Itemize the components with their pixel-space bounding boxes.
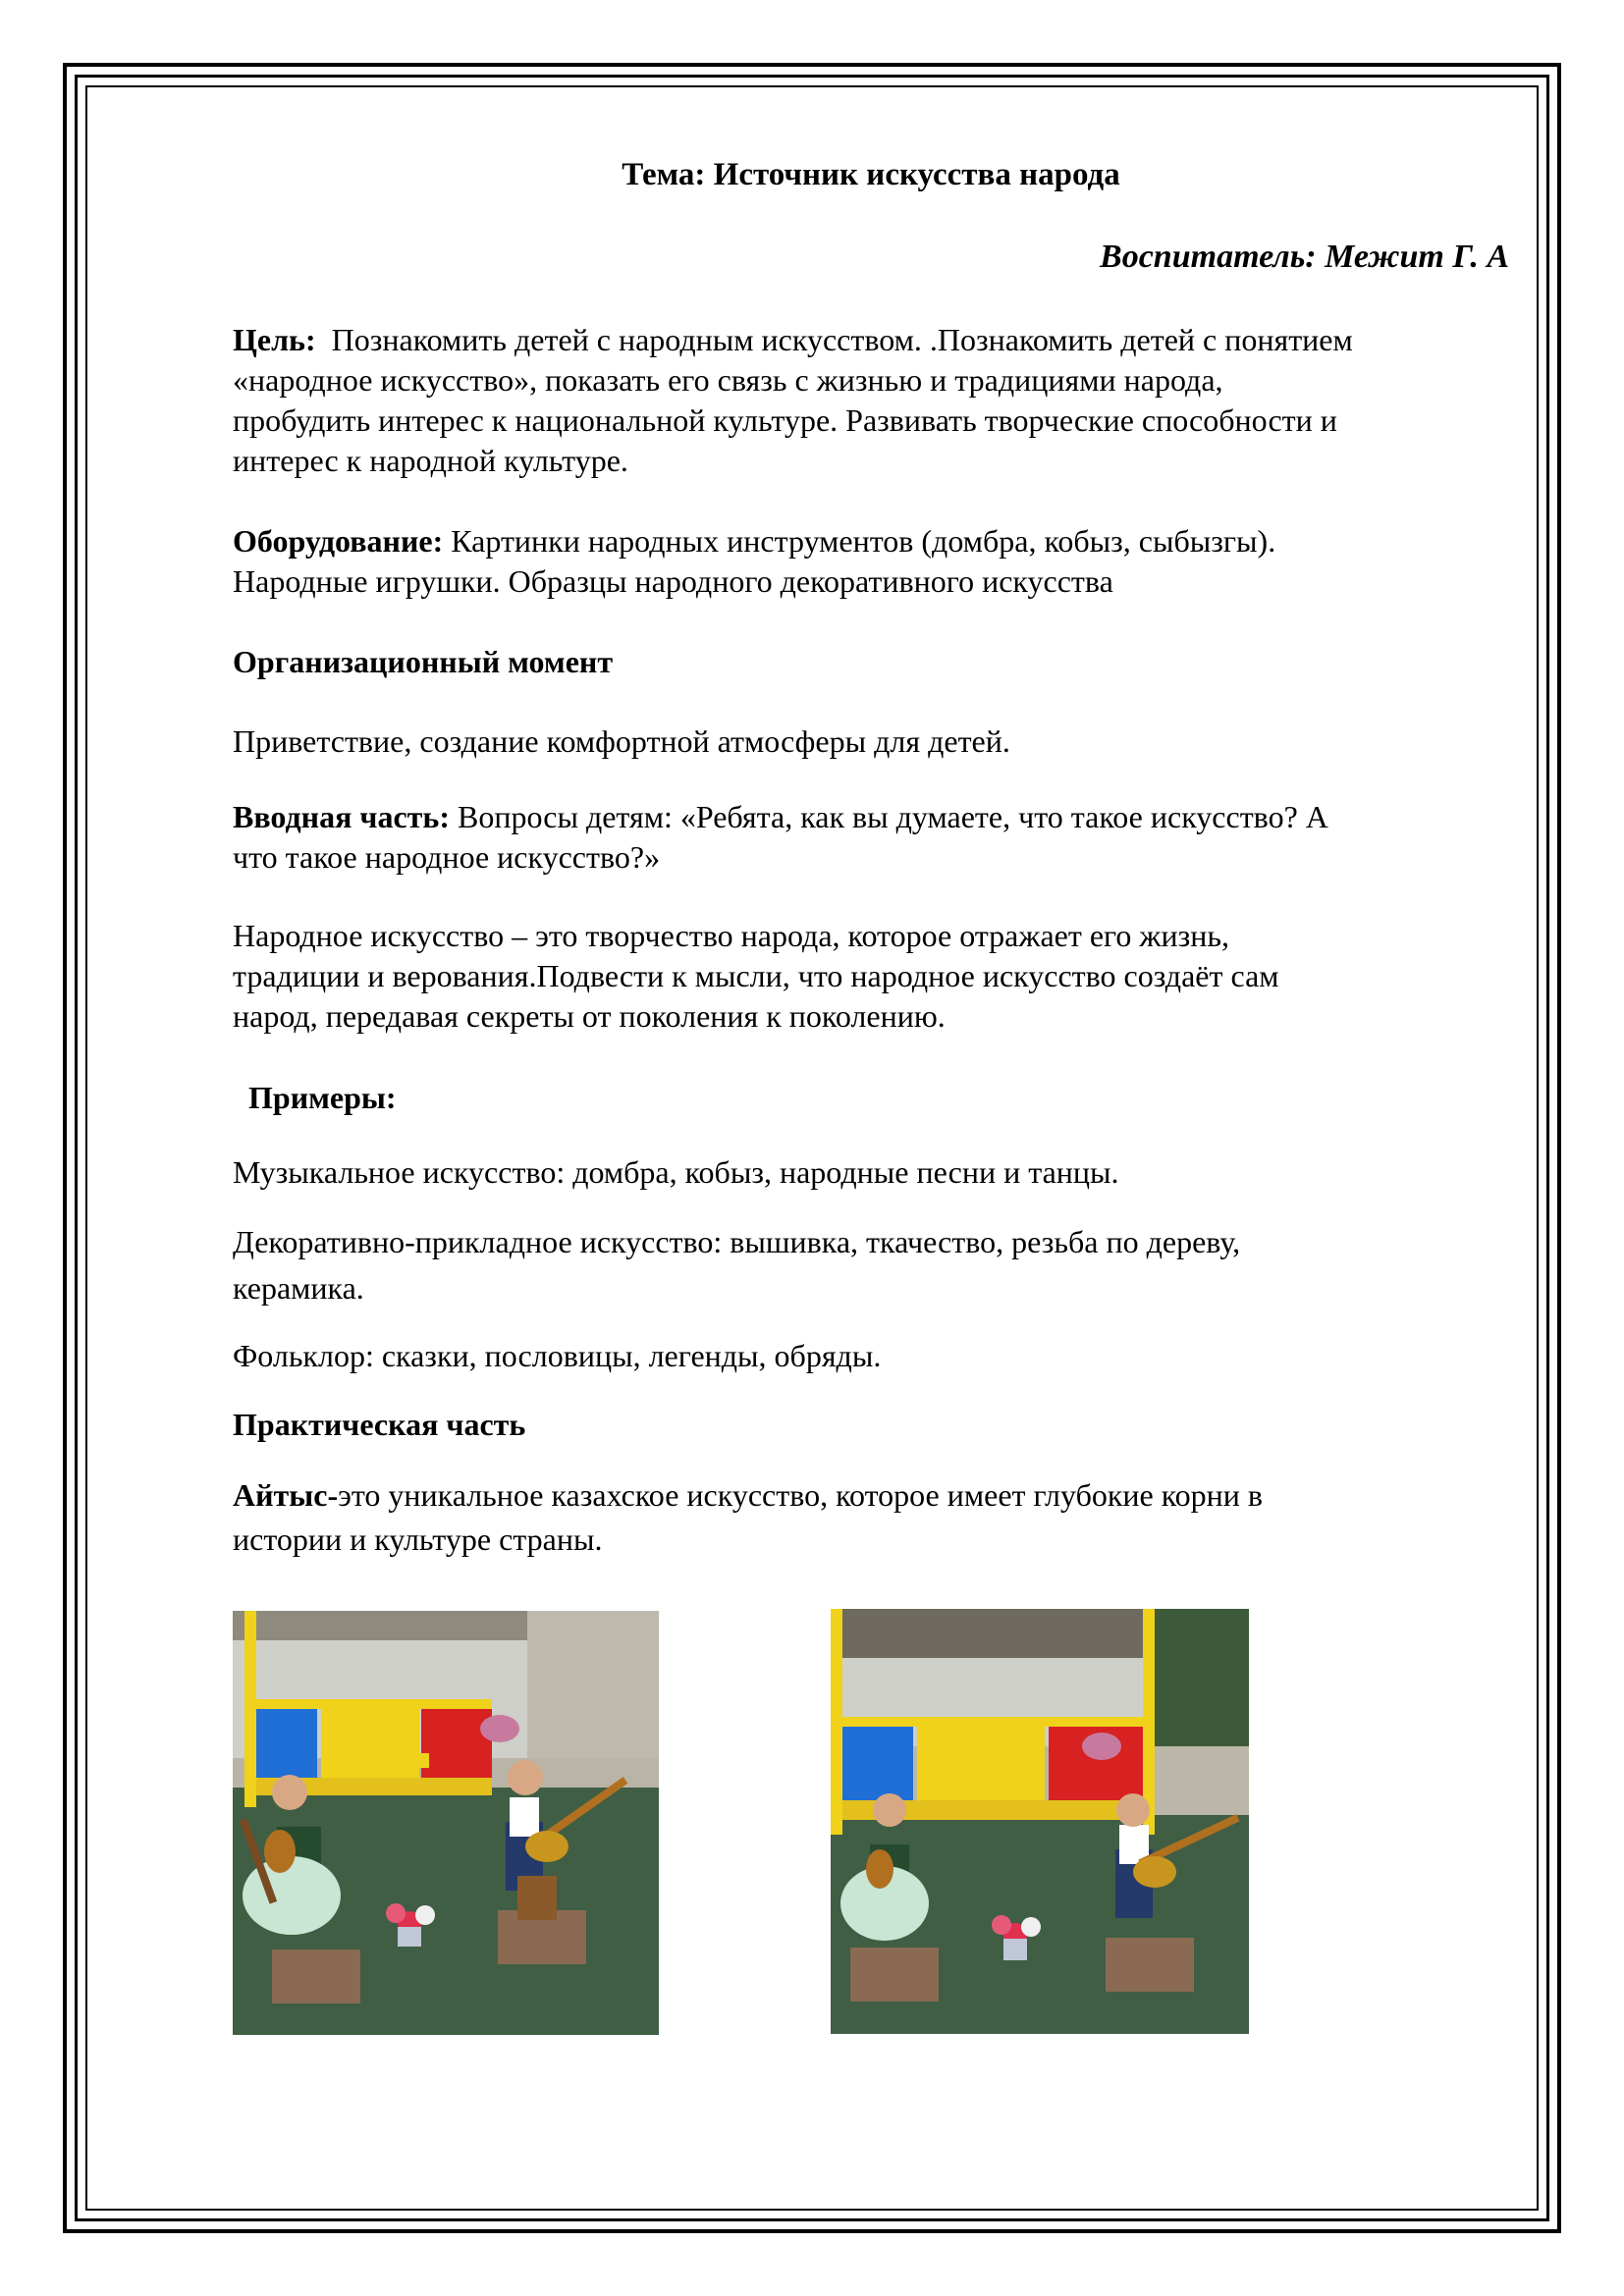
- intro-line-1: Вводная часть: Вопросы детям: «Ребята, как вы думаете, что такое искусство? А: [233, 799, 1328, 834]
- photo-aitys-2: [831, 1609, 1249, 2034]
- practical-line-2: истории и культуре страны.: [233, 1522, 603, 1557]
- goal-line-4: интерес к народной культуре.: [233, 443, 628, 478]
- goal-line-2: «народное искусство», показать его связь с жизнью и традициями народа,: [233, 362, 1223, 398]
- goal-label: Цель:: [233, 322, 316, 357]
- practical-line-1: Айтыс-это уникальное казахское искусство, которое имеет глубокие корни в: [233, 1477, 1263, 1513]
- intro-label: Вводная часть:: [233, 799, 450, 834]
- photo-aitys-1: [233, 1611, 659, 2035]
- examples-heading: Примеры:: [248, 1080, 397, 1115]
- folk-art-line-2: традиции и верования.Подвести к мысли, что народное искусство создаёт сам: [233, 958, 1279, 993]
- practical-heading: Практическая часть: [233, 1407, 526, 1442]
- examples-decorative-line-2: керамика.: [233, 1270, 364, 1306]
- goal-line-3: пробудить интерес к национальной культуре. Развивать творческие способности и: [233, 402, 1337, 438]
- examples-decorative-line-1: Декоративно-прикладное искусство: вышивка, ткачество, резьба по дереву,: [233, 1224, 1241, 1259]
- page-title: Тема: Источник искусства народа: [622, 157, 1120, 192]
- equipment-line-1: Оборудование: Картинки народных инструментов (домбра, кобыз, сыбызгы).: [233, 523, 1276, 559]
- examples-music: Музыкальное искусство: домбра, кобыз, народные песни и танцы.: [233, 1154, 1119, 1190]
- org-moment-heading: Организационный момент: [233, 644, 614, 679]
- teacher-name: Воспитатель: Межит Г. А: [1100, 239, 1509, 275]
- equipment-label: Оборудование:: [233, 523, 444, 559]
- org-moment-text: Приветствие, создание комфортной атмосферы для детей.: [233, 723, 1010, 759]
- intro-line-2: что такое народное искусство?»: [233, 839, 661, 875]
- goal-line-1: Цель: Познакомить детей с народным искусством. .Познакомить детей с понятием: [233, 322, 1353, 357]
- examples-folklore: Фольклор: сказки, пословицы, легенды, обряды.: [233, 1338, 882, 1373]
- equipment-line-2: Народные игрушки. Образцы народного декоративного искусства: [233, 563, 1113, 599]
- folk-art-line-3: народ, передавая секреты от поколения к поколению.: [233, 998, 946, 1034]
- folk-art-line-1: Народное искусство – это творчество народа, которое отражает его жизнь,: [233, 918, 1229, 953]
- aitys-label: Айтыс-: [233, 1477, 339, 1513]
